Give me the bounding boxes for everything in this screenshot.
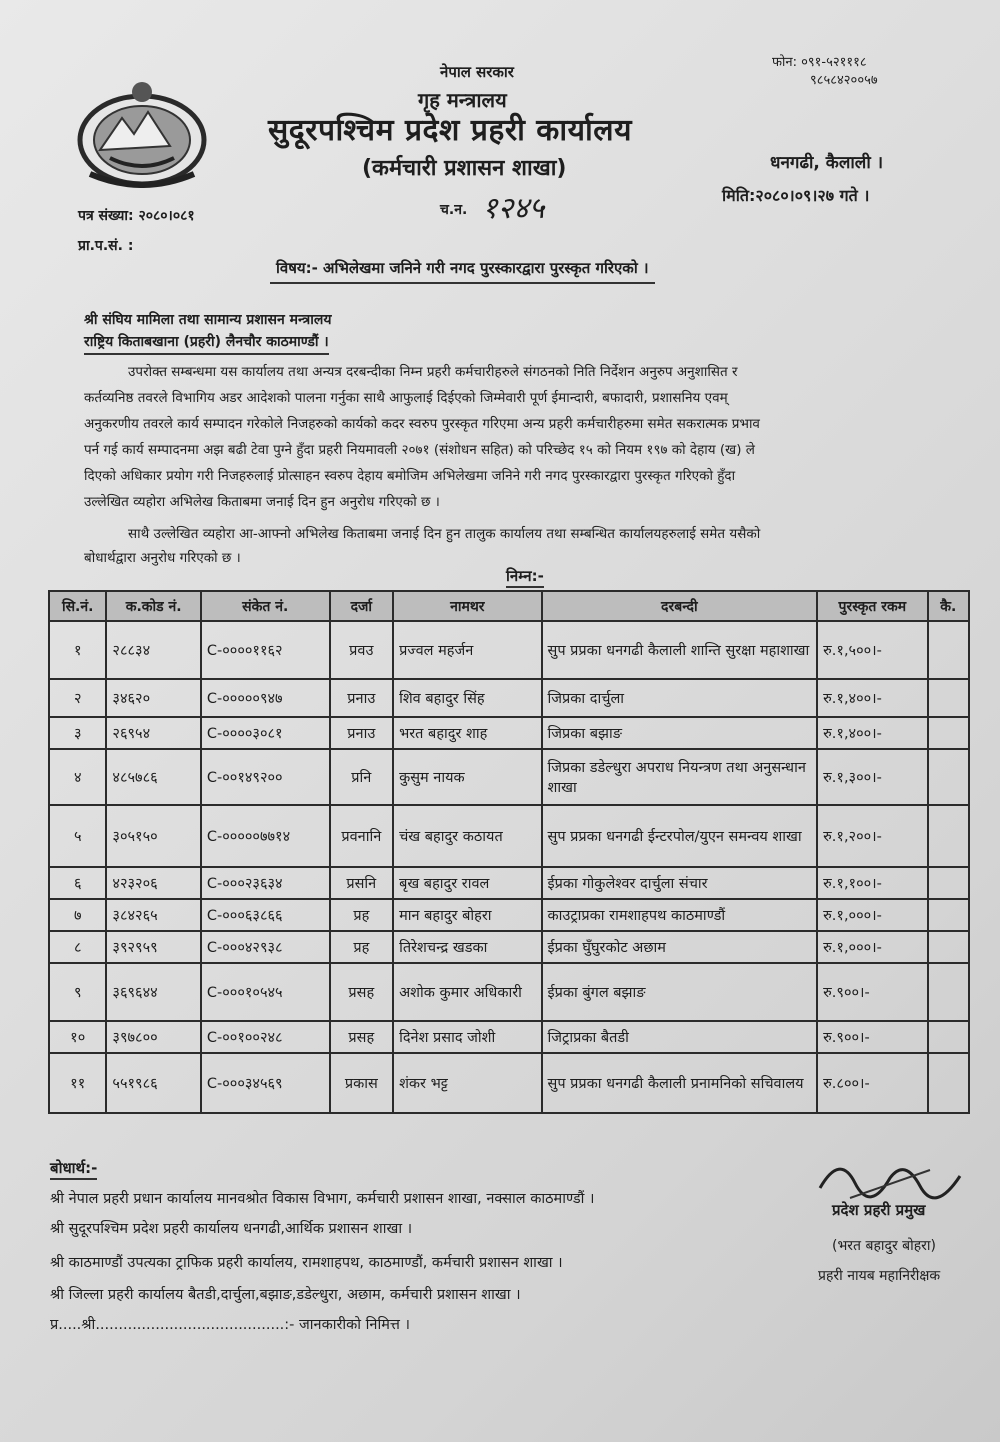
table-header-row xyxy=(49,591,969,621)
cell-rank: प्रनाउ xyxy=(330,717,394,749)
cell-sn: ८ xyxy=(49,931,106,963)
cell-symbol: C-०००४२९३८ xyxy=(201,931,330,963)
cell-amount: रु.१,५००।- xyxy=(817,621,927,679)
table-heading: निम्न:- xyxy=(506,566,544,588)
cell-symbol: C-०००६३८६६ xyxy=(201,899,330,931)
office-title: सुदूरपश्चिम प्रदेश प्रहरी कार्यालय xyxy=(268,113,633,148)
cell-remarks xyxy=(928,749,970,805)
cell-remarks xyxy=(928,867,970,899)
cell-remarks xyxy=(928,717,970,749)
cell-remarks xyxy=(928,621,970,679)
signatory-title: प्रदेश प्रहरी प्रमुख xyxy=(832,1201,926,1219)
applicant-number-label: प्रा.प.सं. : xyxy=(78,238,134,254)
cell-post: काउट्राप्रका रामशाहपथ काठमाण्डौं xyxy=(542,899,818,931)
body-line: साथै उल्लेखित व्यहोरा आ-आफ्नो अभिलेख किताबमा जनाई दिन हुन तालुक कार्यालय तथा सम्बन्धित कार्यालयहरुलाई समेत यसैको xyxy=(128,526,761,542)
body-line: उपरोक्त सम्बन्धमा यस कार्यालय तथा अन्यत्र दरबन्दीका निम्न प्रहरी कर्मचारीहरुले संगठनको निति निर्देशन अनुरुप अनुशासित र xyxy=(128,364,738,380)
cell-post: सुप प्रप्रका धनगढी कैलाली शान्ति सुरक्षा महाशाखा xyxy=(542,621,818,679)
cell-remarks xyxy=(928,1053,970,1113)
table-row xyxy=(49,1021,969,1053)
table-row xyxy=(49,805,969,867)
cell-post: जिप्रका बझाङ xyxy=(542,717,818,749)
cell-remarks xyxy=(928,1021,970,1053)
phone-number-2: ९८५८४२००५७ xyxy=(810,73,878,88)
cc-line: प्र.....श्री.........................................:- जानकारीको निमित्त । xyxy=(50,1317,411,1333)
cell-sn: ६ xyxy=(49,867,106,899)
cell-sn: ३ xyxy=(49,717,106,749)
cell-post: ईप्रका गोकुलेश्वर दार्चुला संचार xyxy=(542,867,818,899)
cell-amount: रु.१,०००।- xyxy=(817,899,927,931)
cell-name: अशोक कुमार अधिकारी xyxy=(393,963,541,1021)
letter-subject: विषय:- अभिलेखमा जनिने गरी नगद पुरस्कारद्वारा पुरस्कृत गरिएको । xyxy=(270,256,655,284)
dispatch-number-handwritten: १२४५ xyxy=(482,191,545,226)
table-row xyxy=(49,963,969,1021)
cell-sn: ९ xyxy=(49,963,106,1021)
cell-rank: प्रवउ xyxy=(330,621,394,679)
cell-rank: प्रसनि xyxy=(330,867,394,899)
office-location: धनगढी, कैलाली । xyxy=(770,153,884,173)
phone-line-1 xyxy=(772,52,867,70)
cell-amount: रु.९००।- xyxy=(817,1021,927,1053)
cc-line: श्री जिल्ला प्रहरी कार्यालय बैतडी,दार्चुला,बझाङ,डडेल्धुरा, अछाम, कर्मचारी प्रशासन शाखा । xyxy=(50,1287,521,1303)
addressee-line-2: राष्ट्रिय किताबखाना (प्रहरी) लैनचौर काठमाण्डौं । xyxy=(84,332,329,355)
body-line: बोधार्थद्वारा अनुरोध गरिएको छ । xyxy=(84,550,241,566)
column-header: कै. xyxy=(928,591,970,621)
cell-amount: रु.१,४००।- xyxy=(817,679,927,717)
cell-code: ४८५७८६ xyxy=(106,749,200,805)
letter-number-label: पत्र संख्या: xyxy=(78,208,134,224)
cc-heading: बोधार्थ:- xyxy=(50,1158,97,1180)
cc-line: श्री काठमाण्डौं उपत्यका ट्राफिक प्रहरी कार्यालय, रामशाहपथ, काठमाण्डौं, कर्मचारी प्रशासन शाखा । xyxy=(50,1255,563,1271)
cell-rank: प्रवनानि xyxy=(330,805,394,867)
column-header: संकेत नं. xyxy=(201,591,330,621)
cell-name: दिनेश प्रसाद जोशी xyxy=(393,1021,541,1053)
phone-label: फोन: xyxy=(772,55,797,70)
dispatch-number-label: च.न. xyxy=(440,202,468,218)
column-header: दरबन्दी xyxy=(542,591,818,621)
cc-line: श्री नेपाल प्रहरी प्रधान कार्यालय मानवश्रोत विकास विभाग, कर्मचारी प्रशासन शाखा, नक्साल काठमाण्डौं । xyxy=(50,1191,595,1207)
cell-post: ईप्रका बुंगल बझाङ xyxy=(542,963,818,1021)
cell-post: सुप प्रप्रका धनगढी ईन्टरपोल/युएन समन्वय शाखा xyxy=(542,805,818,867)
body-line: उल्लेखित व्यहोरा अभिलेख किताबमा जनाई दिन हुन अनुरोध गरिएको छ । xyxy=(84,494,440,510)
cell-code: ३९७८०० xyxy=(106,1021,200,1053)
signatory-rank: प्रहरी नायब महानिरीक्षक xyxy=(818,1268,941,1284)
cell-code: ३४६२० xyxy=(106,679,200,717)
column-header: नामथर xyxy=(393,591,541,621)
table-row xyxy=(49,867,969,899)
table-row xyxy=(49,621,969,679)
cell-symbol: C-००००११६२ xyxy=(201,621,330,679)
cell-post: जिप्रका दार्चुला xyxy=(542,679,818,717)
branch-label: (कर्मचारी प्रशासन शाखा) xyxy=(362,156,567,181)
cell-sn: ५ xyxy=(49,805,106,867)
cell-post: ईप्रका घुँघुरकोट अछाम xyxy=(542,931,818,963)
cell-remarks xyxy=(928,963,970,1021)
cell-rank: प्रनाउ xyxy=(330,679,394,717)
body-line: कर्तव्यनिष्ठ तवरले विभागिय अडर आदेशको पालना गर्नुका साथै आफुलाई दिईएको जिम्मेवारी पूर्ण ईमान्दारी, बफादारी, प्रशासनिय एवम् xyxy=(84,390,728,406)
cell-sn: २ xyxy=(49,679,106,717)
letter-number-value: २०८०।०८१ xyxy=(138,208,195,224)
cell-sn: १० xyxy=(49,1021,106,1053)
cell-name: प्रज्वल महर्जन xyxy=(393,621,541,679)
cell-amount: रु.१,०००।- xyxy=(817,931,927,963)
cell-amount: रु.१,३००।- xyxy=(817,749,927,805)
column-header: पुरस्कृत रकम xyxy=(817,591,927,621)
letter-date: मिति:२०८०।०९।२७ गते । xyxy=(722,186,870,205)
cell-symbol: C-००००३०८१ xyxy=(201,717,330,749)
cell-sn: ७ xyxy=(49,899,106,931)
cell-name: शंकर भट्ट xyxy=(393,1053,541,1113)
cell-remarks xyxy=(928,679,970,717)
cell-symbol: C-०००००९४७ xyxy=(201,679,330,717)
cell-amount: रु.८००।- xyxy=(817,1053,927,1113)
cell-rank: प्रसह xyxy=(330,963,394,1021)
cell-symbol: C-००१००२४८ xyxy=(201,1021,330,1053)
cell-name: तिरेशचन्द्र खडका xyxy=(393,931,541,963)
cc-line: श्री सुदूरपश्चिम प्रदेश प्रहरी कार्यालय धनगढी,आर्थिक प्रशासन शाखा । xyxy=(50,1221,413,1237)
cell-code: ३८४२६५ xyxy=(106,899,200,931)
column-header: सि.नं. xyxy=(49,591,106,621)
cell-rank: प्रह xyxy=(330,931,394,963)
cell-symbol: C-०००२३६३४ xyxy=(201,867,330,899)
table-row xyxy=(49,899,969,931)
cell-code: ३६९६४४ xyxy=(106,963,200,1021)
body-line: पर्न गई कार्य सम्पादनमा अझ बढी टेवा पुग्ने हुँदा प्रहरी नियमावली २०७१ (संशोधन सहित) को परिच्छेद १५ को नियम १९७ को देहाय (ख) ले xyxy=(84,442,755,458)
cell-amount: रु.९००।- xyxy=(817,963,927,1021)
body-line: अनुकरणीय तवरले कार्य सम्पादन गरेकोले निजहरुको कार्यको कदर स्वरुप पुरस्कृत गरिएमा अन्य प्रहरी कर्मचारीहरुमा समेत सकरात्मक प्रभाव xyxy=(84,416,760,432)
nepal-emblem-icon xyxy=(70,78,215,188)
cell-code: २६९५४ xyxy=(106,717,200,749)
cell-code: २८८३४ xyxy=(106,621,200,679)
cell-symbol: C-०००३४५६९ xyxy=(201,1053,330,1113)
cell-rank: प्रह xyxy=(330,899,394,931)
signatory-name: (भरत बहादुर बोहरा) xyxy=(832,1238,936,1254)
cell-rank: प्रसह xyxy=(330,1021,394,1053)
table-row xyxy=(49,717,969,749)
cell-amount: रु.१,२००।- xyxy=(817,805,927,867)
cell-rank: प्रनि xyxy=(330,749,394,805)
body-line: दिएको अधिकार प्रयोग गरी निजहरुलाई प्रोत्साहन स्वरुप देहाय बमोजिम अभिलेखमा जनिने गरी नगद पुरस्कारद्वारा पुरस्कृत गरिएको हुँदा xyxy=(84,468,736,484)
cell-rank: प्रकास xyxy=(330,1053,394,1113)
letter-number xyxy=(78,206,195,225)
cell-sn: १ xyxy=(49,621,106,679)
cell-name: मान बहादुर बोहरा xyxy=(393,899,541,931)
cell-symbol: C-००१४९२०० xyxy=(201,749,330,805)
cell-symbol: C-०००००७७१४ xyxy=(201,805,330,867)
addressee-line-1: श्री संघिय मामिला तथा सामान्य प्रशासन मन्त्रालय xyxy=(84,312,332,328)
table-row xyxy=(49,679,969,717)
table-row xyxy=(49,931,969,963)
phone-number-1: ०९१-५२१११८ xyxy=(801,55,867,70)
table-row xyxy=(49,1053,969,1113)
cell-name: कुसुम नायक xyxy=(393,749,541,805)
cell-symbol: C-०००१०५४५ xyxy=(201,963,330,1021)
government-label: नेपाल सरकार xyxy=(440,63,514,81)
cell-name: बृख बहादुर रावल xyxy=(393,867,541,899)
cell-code: ३९२९५९ xyxy=(106,931,200,963)
cell-post: सुप प्रप्रका धनगढी कैलाली प्रनामनिको सचिवालय xyxy=(542,1053,818,1113)
cell-code: ३०५१५० xyxy=(106,805,200,867)
ministry-label: गृह मन्त्रालय xyxy=(418,88,507,112)
table-row xyxy=(49,749,969,805)
cell-sn: ४ xyxy=(49,749,106,805)
cell-post: जिट्राप्रका बैतडी xyxy=(542,1021,818,1053)
column-header: दर्जा xyxy=(330,591,394,621)
cell-remarks xyxy=(928,805,970,867)
cell-post: जिप्रका डडेल्धुरा अपराध नियन्त्रण तथा अनुसन्धान शाखा xyxy=(542,749,818,805)
cell-remarks xyxy=(928,931,970,963)
cell-code: ५५१९८६ xyxy=(106,1053,200,1113)
cell-name: शिव बहादुर सिंह xyxy=(393,679,541,717)
cell-name: चंख बहादुर कठायत xyxy=(393,805,541,867)
cell-code: ४२३२०६ xyxy=(106,867,200,899)
cell-remarks xyxy=(928,899,970,931)
column-header: क.कोड नं. xyxy=(106,591,200,621)
cell-amount: रु.१,४००।- xyxy=(817,717,927,749)
cell-amount: रु.१,१००।- xyxy=(817,867,927,899)
cell-sn: ११ xyxy=(49,1053,106,1113)
award-table xyxy=(48,590,970,1114)
cell-name: भरत बहादुर शाह xyxy=(393,717,541,749)
